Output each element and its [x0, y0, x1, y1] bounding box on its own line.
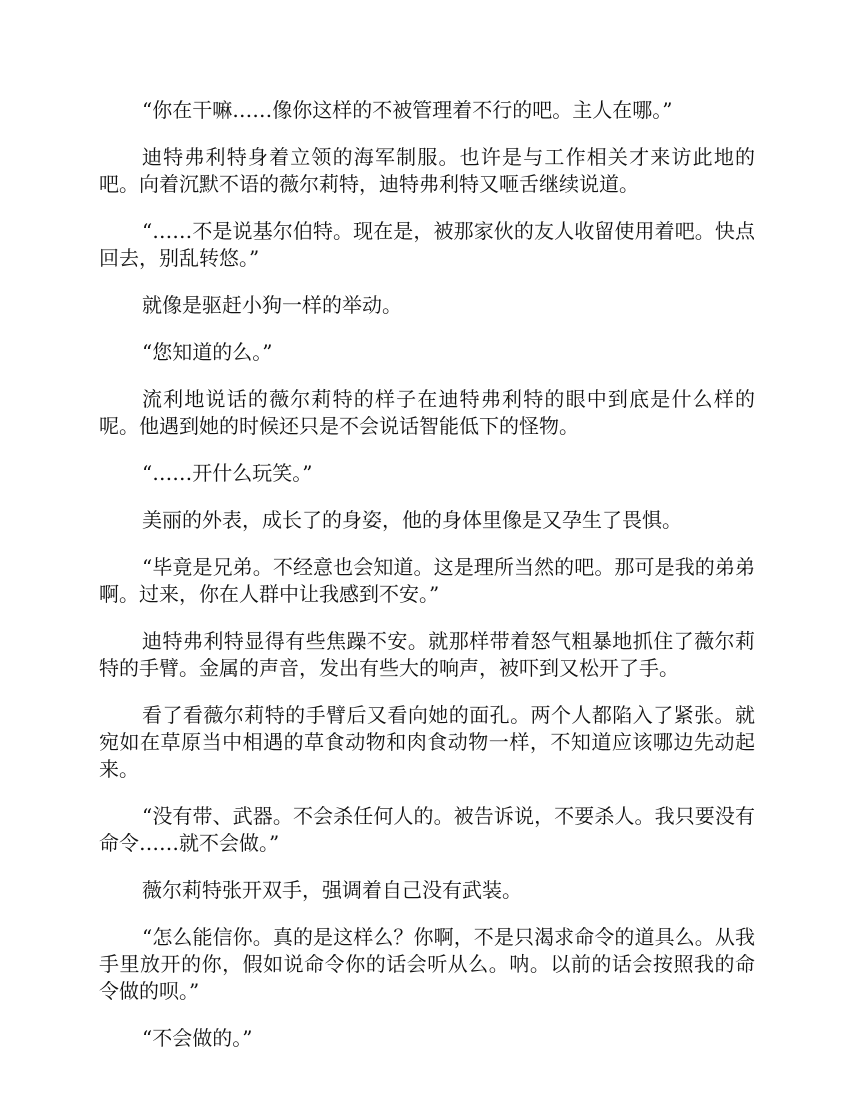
paragraph-11: 看了看薇尔莉特的手臂后又看向她的面孔。两个人都陷入了紧张。就宛如在草原当中相遇的草食动物和肉食动物一样，不知道应该哪边先动起来。 — [99, 703, 755, 781]
paragraph-14: “怎么能信你。真的是这样么？你啊，不是只渴求命令的道具么。从我手里放开的你，假如说命令你的话会听从么。呐。以前的话会按照我的命令做的呗。” — [99, 925, 755, 1003]
document-body — [99, 97, 755, 1072]
paragraph-1: “你在干嘛……像你这样的不被管理着不行的吧。主人在哪。” — [142, 98, 673, 122]
paragraph-6: 流利地说话的薇尔莉特的样子在迪特弗利特的眼中到底是什么样的呢。他遇到她的时候还只是不会说话智能低下的怪物。 — [99, 387, 755, 438]
paragraph-7: “……开什么玩笑。” — [142, 461, 313, 485]
paragraph-4: 就像是驱赶小狗一样的举动。 — [142, 293, 402, 317]
paragraph-10: 迪特弗利特显得有些焦躁不安。就那样带着怒气粗暴地抓住了薇尔莉特的手臂。金属的声音，发出有些大的响声，被吓到又松开了手。 — [99, 629, 755, 680]
paragraph-15: “不会做的。” — [142, 1026, 253, 1050]
paragraph-12: “没有带、武器。不会杀任何人的。被告诉说，不要杀人。我只要没有命令……就不会做。” — [99, 804, 755, 855]
paragraph-5: “您知道的么。” — [142, 340, 273, 364]
paragraph-13: 薇尔莉特张开双手，强调着自己没有武装。 — [142, 878, 522, 902]
paragraph-9: “毕竟是兄弟。不经意也会知道。这是理所当然的吧。那可是我的弟弟啊。过来，你在人群中让我感到不安。” — [99, 555, 755, 606]
paragraph-8: 美丽的外表，成长了的身姿，他的身体里像是又孕生了畏惧。 — [142, 508, 682, 532]
paragraph-2: 迪特弗利特身着立领的海军制服。也许是与工作相关才来访此地的吧。向着沉默不语的薇尔莉特，迪特弗利特又咂舌继续说道。 — [99, 145, 755, 196]
paragraph-3: “……不是说基尔伯特。现在是，被那家伙的友人收留使用着吧。快点回去，别乱转悠。” — [99, 219, 755, 270]
